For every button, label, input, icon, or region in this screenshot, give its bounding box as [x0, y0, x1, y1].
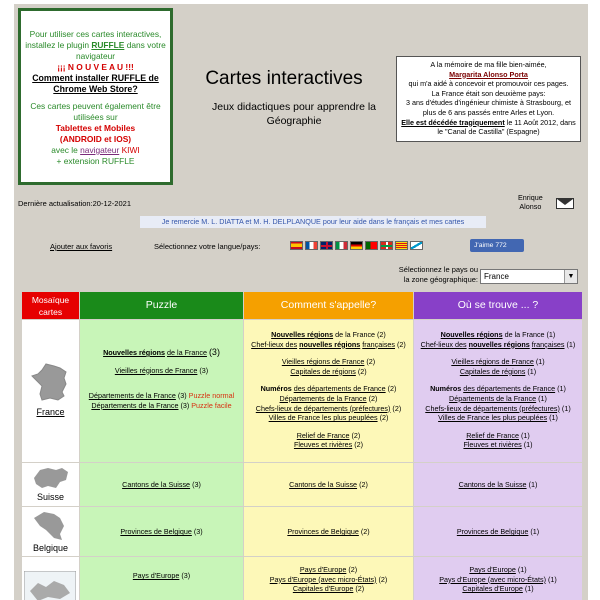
comment-relief-count: (2) [351, 430, 361, 440]
header-ou: Où se trouve ... ? [414, 292, 582, 319]
europe-comment-link-2[interactable]: Pays d'Europe (avec micro-États) [269, 574, 377, 584]
ou-villes-link[interactable]: Villes de France les plus peuplées [438, 413, 548, 423]
ou-chefdep-link[interactable]: Chefs-lieux de départements (préfectures) [425, 403, 560, 413]
ou-num-bold: Numéros [430, 384, 462, 394]
puzzle-dep1-count: (3) [177, 391, 187, 401]
suisse-puzzle-link[interactable]: Cantons de la Suisse [122, 480, 191, 489]
ruffle-line3: Ces cartes peuvent également être utilisées sur [30, 101, 161, 122]
ruffle-kiwi: KIWI [121, 145, 140, 155]
suisse-puzzle-cell [80, 463, 243, 506]
europe-map-cell[interactable] [22, 557, 79, 600]
memo-line5: le 11 Août 2012, dans le "Canal de Castilla" (Espagne) [437, 117, 576, 137]
suisse-map-cell[interactable] [22, 463, 79, 506]
puzzle-dep1-link[interactable]: Départements de la France [88, 391, 176, 401]
ruffle-devices: Tablettes et Mobiles [55, 123, 136, 133]
france-map-cell[interactable] [22, 320, 79, 462]
comment-nr-count: (2) [377, 330, 386, 339]
header-mosaic[interactable]: Mosaïque cartes [22, 292, 79, 319]
belgique-comment-count: (2) [360, 527, 370, 536]
row-suisse [22, 463, 582, 506]
memo-died: Elle est décédée tragiquement [401, 117, 505, 127]
comment-num-count: (2) [387, 384, 397, 394]
puzzle-nr-count: (3) [208, 347, 220, 357]
chevron-down-icon[interactable]: ▼ [564, 270, 577, 283]
belgique-puzzle-count: (3) [193, 527, 203, 536]
flag-germany-icon[interactable] [350, 241, 363, 250]
comment-chef-count: (2) [397, 339, 406, 349]
comment-villes-link[interactable]: Villes de France les plus peuplées [268, 413, 378, 423]
ou-relief-count: (1) [520, 430, 530, 440]
page [14, 4, 588, 600]
flag-galicia-icon[interactable] [410, 241, 423, 250]
memo-line2: qui m'a aidé à concevoir et promouvoir ces pages. [408, 79, 569, 89]
ou-villes-count: (1) [549, 413, 558, 423]
europe-comment-count-1: (2) [348, 565, 358, 574]
comment-vr-link[interactable]: Vieilles régions de France [281, 357, 365, 367]
puzzle-vr-link[interactable]: Vieilles régions de France [114, 365, 198, 375]
comment-chef-bold[interactable]: nouvelles régions [299, 339, 361, 349]
belgique-puzzle-link[interactable]: Provinces de Belgique [120, 527, 192, 536]
europe-comment-link-1[interactable]: Pays d'Europe [299, 565, 347, 574]
ou-relief-link[interactable]: Relief de France [466, 430, 519, 440]
belgique-map-cell[interactable] [22, 507, 79, 556]
comment-chef-link[interactable]: Chef-lieux des [251, 339, 298, 349]
ruffle-navigator-link[interactable]: navigateur [80, 145, 120, 155]
ruffle-nouveau: ¡¡¡ N O U V E A U !!! [57, 62, 134, 72]
suisse-comment-count: (2) [359, 480, 368, 489]
belgique-comment-cell [244, 507, 413, 556]
belgique-ou-count: (1) [530, 527, 540, 536]
europe-ou-link-3[interactable]: Capitales d'Europe [462, 584, 523, 594]
suisse-comment-link[interactable]: Cantons de la Suisse [289, 480, 358, 489]
ou-dep-link[interactable]: Départements de la France [449, 393, 537, 403]
europe-ou-count-2: (1) [548, 574, 557, 584]
ou-chef-count: (1) [566, 339, 576, 349]
zone-label: Sélectionnez le pays ou la zone géographique: [398, 265, 478, 284]
ou-fleuves-count: (1) [523, 440, 533, 450]
ou-cap-link[interactable]: Capitales de régions [459, 366, 526, 376]
comment-chefdep-count: (2) [392, 403, 402, 413]
zone-selected-value: France [484, 272, 509, 281]
ou-chef-suffix[interactable]: françaises [531, 339, 565, 349]
puzzle-normal-label: Puzzle normal [188, 391, 235, 401]
france-ou-cell [414, 320, 582, 462]
flag-catalonia-icon[interactable] [395, 241, 408, 250]
row-europe [22, 557, 582, 600]
flag-italy-icon[interactable] [335, 241, 348, 250]
thanks-banner: Je remercie M. L. DIATTA et M. H. DELPLANQUE pour leur aide dans le français et mes cartes [140, 216, 486, 228]
europe-ou-link-1[interactable]: Pays d'Europe [469, 565, 516, 574]
ruffle-plugin: RUFFLE [91, 40, 125, 50]
comment-nr-suffix: de la France [335, 330, 376, 339]
belgique-map-icon[interactable] [30, 510, 72, 542]
ou-chef-bold[interactable]: nouvelles régions [468, 339, 530, 349]
france-map-icon[interactable] [30, 362, 72, 402]
comment-num-link[interactable]: des départements de France [293, 384, 386, 394]
mail-icon[interactable] [556, 198, 574, 209]
language-flags [290, 241, 423, 250]
comment-villes-count: (2) [379, 413, 389, 423]
europe-comment-count-2: (2) [378, 574, 388, 584]
europe-comment-link-3[interactable]: Capitales d'Europe [292, 584, 354, 594]
ou-dep-count: (1) [538, 393, 547, 403]
europe-puzzle-cell [80, 557, 243, 600]
suisse-map-icon[interactable] [30, 464, 72, 492]
europe-comment-count-3: (2) [355, 584, 365, 594]
europe-comment-cell [244, 557, 413, 600]
belgique-ou-link[interactable]: Provinces de Belgique [456, 527, 529, 536]
belgique-ou-cell [414, 507, 582, 556]
memo-line4: 3 ans d'études d'ingénieur chimiste à Strasbourg, et plus de 6 ans passés entre Arles et Lyon. [406, 98, 571, 117]
add-favorites-link[interactable]: Ajouter aux favoris [50, 242, 113, 251]
ruffle-line1: Pour utiliser ces cartes interactives, installez le plugin [25, 29, 162, 50]
puzzle-facile-label: Puzzle facile [191, 400, 232, 410]
memo-line1: A la mémoire de ma fille bien-aimée, [430, 60, 547, 69]
ou-fleuves-link[interactable]: Fleuves et rivières [463, 440, 522, 450]
comment-cap-count: (2) [357, 366, 367, 376]
language-label: Sélectionnez votre langue/pays: [154, 242, 261, 251]
ou-nr-suffix: de la France [504, 330, 545, 339]
comment-num-bold: Numéros [260, 384, 292, 394]
comment-relief-link[interactable]: Relief de France [296, 430, 350, 440]
comment-chef-suffix[interactable]: françaises [362, 339, 396, 349]
europe-ou-link-2[interactable]: Pays d'Europe (avec micro-États) [439, 574, 547, 584]
suisse-puzzle-count: (3) [192, 480, 201, 489]
flag-portugal-icon[interactable] [365, 241, 378, 250]
belgique-comment-link[interactable]: Provinces de Belgique [287, 527, 359, 536]
puzzle-dep2-link[interactable]: Départements de la France [91, 400, 179, 410]
suisse-comment-cell [244, 463, 413, 506]
header-comment: Comment s'appelle? [244, 292, 413, 319]
suisse-name: Suisse [36, 492, 64, 502]
author-first: Enrique [518, 193, 543, 202]
europe-ou-cell [414, 557, 582, 600]
comment-cap-link[interactable]: Capitales de régions [290, 366, 356, 376]
facebook-like-button[interactable]: J'aime 772 [470, 239, 524, 252]
europe-puzzle-link[interactable]: Pays d'Europe [132, 571, 180, 580]
puzzle-nr-suffix[interactable]: de la France [166, 348, 207, 357]
ruffle-line5: + extension RUFFLE [56, 156, 135, 166]
row-belgique [22, 507, 582, 556]
ou-chef-link[interactable]: Chef-lieux des [420, 339, 467, 349]
author [518, 193, 543, 211]
zone-select[interactable] [480, 269, 578, 284]
france-puzzle-cell [80, 320, 243, 462]
ruffle-line2: dans votre navigateur [75, 40, 166, 61]
puzzle-dep2-count: (3) [180, 400, 190, 410]
ou-vr-count: (1) [535, 357, 545, 367]
europe-puzzle-count: (3) [181, 571, 191, 580]
suisse-ou-link[interactable]: Cantons de la Suisse [458, 480, 527, 489]
suisse-ou-cell [414, 463, 582, 506]
comment-fleuves-count: (2) [354, 440, 364, 450]
header-puzzle: Puzzle [80, 292, 243, 319]
puzzle-vr-count: (3) [199, 365, 209, 375]
author-last: Alonso [519, 202, 542, 211]
ou-cap-count: (1) [527, 366, 537, 376]
europe-ou-count-3: (1) [524, 584, 534, 594]
ou-num-link[interactable]: des départements de France [463, 384, 556, 394]
belgique-name: Belgique [32, 543, 69, 553]
ou-chefdep-count: (1) [561, 403, 571, 413]
europe-ou-count-1: (1) [517, 565, 527, 574]
flag-basque-icon[interactable] [380, 241, 393, 250]
ruffle-howto-link[interactable]: Comment installer RUFFLE de Chrome Web Store? [32, 73, 159, 94]
site-subtitle: Jeux didactiques pour apprendre la Géographie [211, 101, 377, 127]
flag-uk-icon[interactable] [320, 241, 333, 250]
memo-name: Margarita Alonso Porta [449, 69, 528, 79]
france-comment-cell [244, 320, 413, 462]
ruffle-line4a: avec le [51, 145, 78, 155]
ou-nr-link[interactable]: Nouvelles régions [440, 330, 503, 339]
puzzle-nr-link[interactable]: Nouvelles régions [103, 348, 165, 357]
ou-vr-link[interactable]: Vieilles régions de France [451, 357, 534, 367]
flag-spain-icon[interactable] [290, 241, 303, 250]
comment-vr-count: (2) [366, 357, 376, 367]
belgique-puzzle-cell [80, 507, 243, 556]
comment-dep-count: (2) [368, 393, 378, 403]
comment-chefdep-link[interactable]: Chefs-lieux de départements (préfectures) [255, 403, 391, 413]
comment-fleuves-link[interactable]: Fleuves et rivières [293, 440, 353, 450]
flag-france-icon[interactable] [305, 241, 318, 250]
site-title: Cartes interactives [205, 68, 363, 89]
memo-line3: La France était son deuxième pays: [431, 88, 546, 98]
ou-num-count: (1) [557, 384, 566, 394]
france-link[interactable]: France [36, 407, 65, 417]
ruffle-notice [18, 8, 173, 185]
europe-map-icon[interactable] [24, 571, 76, 600]
ruffle-os: (ANDROID et IOS) [59, 134, 132, 144]
last-update: Dernière actualisation:20-12-2021 [18, 199, 131, 208]
row-france [22, 320, 582, 462]
comment-dep-link[interactable]: Départements de la France [279, 393, 367, 403]
memorial-box [396, 56, 581, 142]
comment-nr-link[interactable]: Nouvelles régions [271, 330, 334, 339]
ou-nr-count: (1) [546, 330, 556, 339]
suisse-ou-count: (1) [528, 480, 538, 489]
